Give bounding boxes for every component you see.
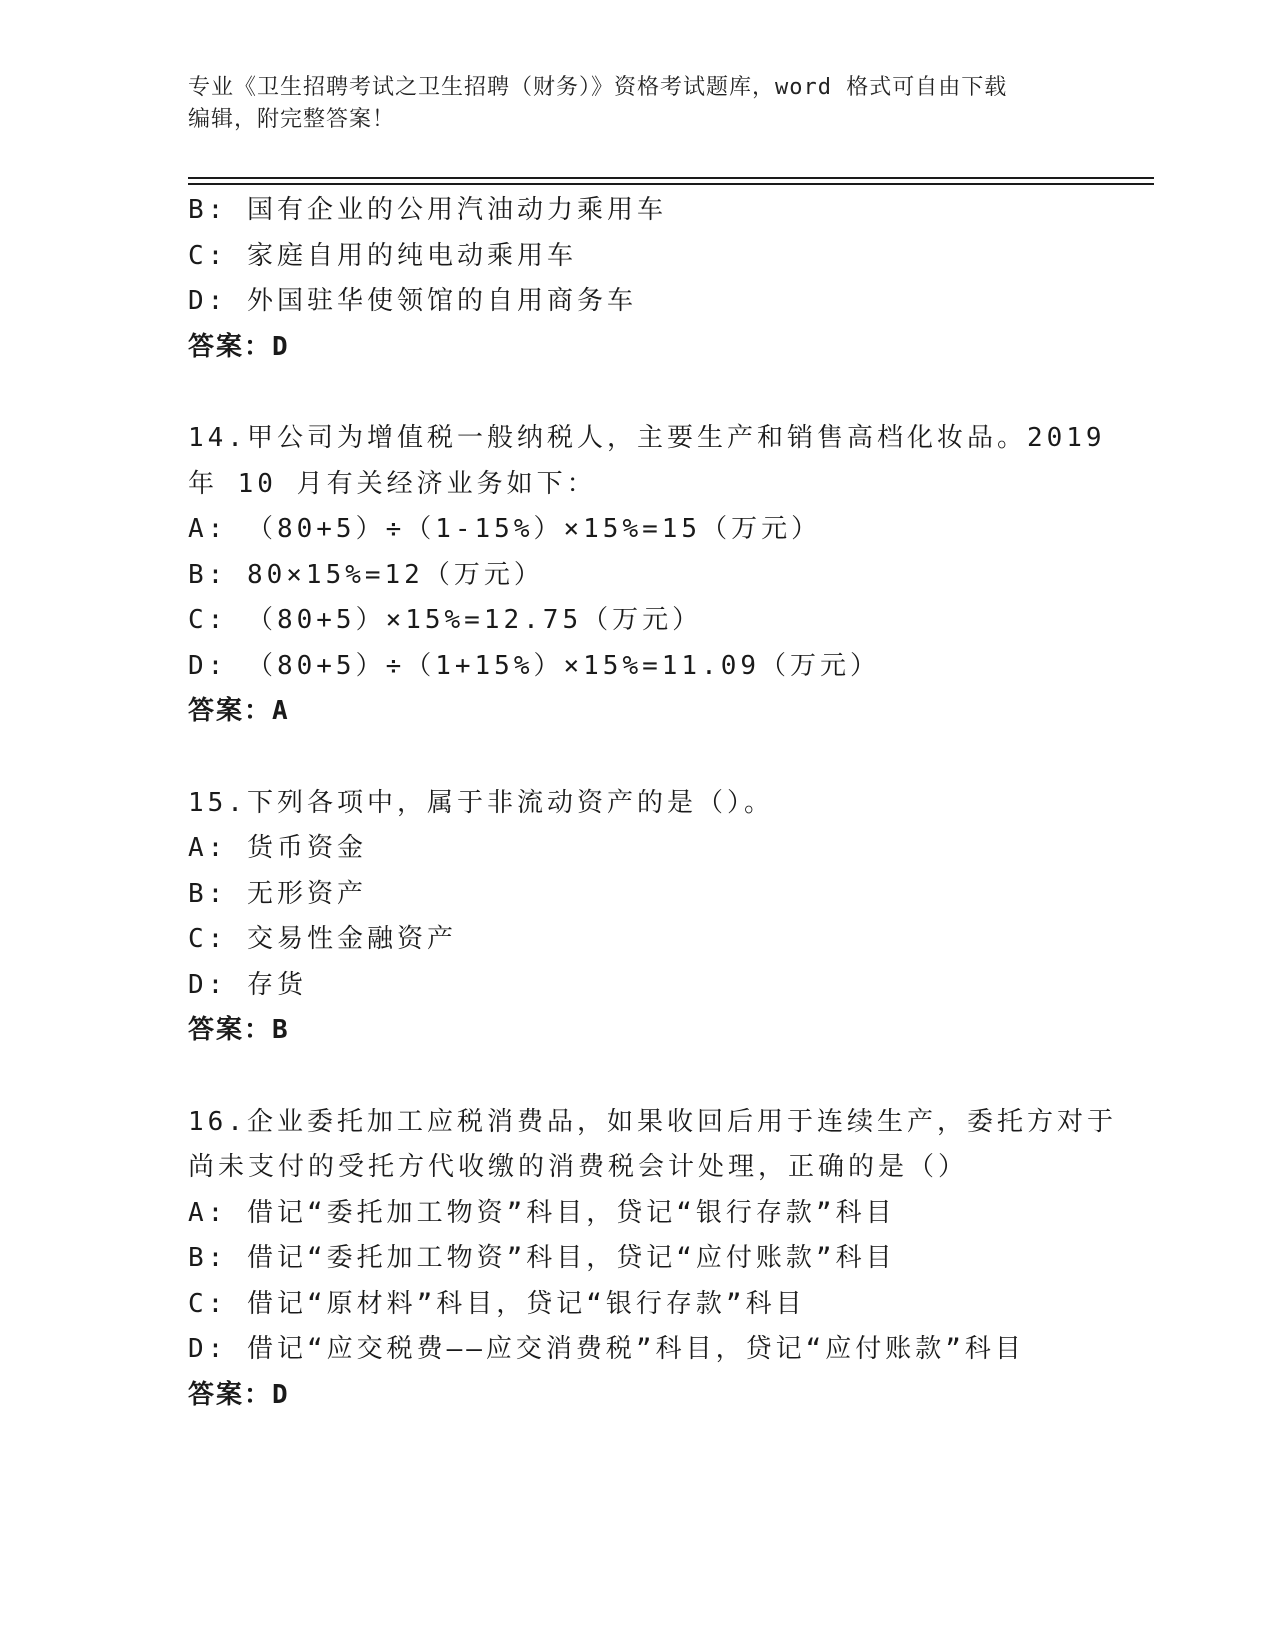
option-c: C: （80+5）×15%=12.75（万元） (188, 605, 703, 635)
header-divider-top (188, 177, 1154, 179)
question-13 (188, 188, 1088, 370)
question-stem-continued: 尚未支付的受托方代收缴的消费税会计处理，正确的是（） (188, 1152, 969, 1182)
answer: 答案：D (188, 331, 290, 362)
option-b: B: 无形资产 (188, 878, 367, 909)
header-line-1: 专业《卫生招聘考试之卫生招聘（财务）》资格考试题库，word 格式可自由下载 (188, 75, 1008, 100)
question-16 (188, 1100, 1117, 1419)
question-stem: 15.下列各项中，属于非流动资产的是（）。 (188, 787, 774, 818)
question-stem-continued: 年 10 月有关经济业务如下： (188, 468, 597, 499)
option-b: B: 国有企业的公用汽油动力乘用车 (188, 195, 667, 225)
question-content (188, 188, 1117, 1418)
option-a: A: （80+5）÷（1-15%）×15%=15（万元） (188, 514, 822, 544)
option-c: C: 交易性金融资产 (188, 924, 457, 954)
question-stem: 14.甲公司为增值税一般纳税人，主要生产和销售高档化妆品。2019 (188, 423, 1106, 453)
spacer (188, 735, 1088, 781)
document-header (188, 72, 1078, 136)
header-line-2: 编辑，附完整答案！ (188, 107, 396, 132)
answer: 答案：B (188, 1015, 290, 1045)
header-divider-bottom (188, 183, 1154, 185)
option-d: D: 存货 (188, 969, 307, 1000)
option-a: A: 货币资金 (188, 833, 367, 863)
question-stem: 16.企业委托加工应税消费品，如果收回后用于连续生产，委托方对于 (188, 1106, 1117, 1137)
option-c: C: 借记“原材料”科目，贷记“银行存款”科目 (188, 1288, 806, 1319)
option-d: D: （80+5）÷（1+15%）×15%=11.09（万元） (188, 650, 881, 681)
spacer (188, 1054, 1088, 1100)
question-14 (188, 416, 1106, 735)
option-b: B: 借记“委托加工物资”科目，贷记“应付账款”科目 (188, 1243, 896, 1273)
answer: 答案：A (188, 696, 290, 726)
spacer (188, 370, 1088, 416)
option-a: A: 借记“委托加工物资”科目，贷记“银行存款”科目 (188, 1197, 896, 1228)
option-d: D: 借记“应交税费——应交消费税”科目，贷记“应付账款”科目 (188, 1334, 1025, 1364)
option-b: B: 80×15%=12（万元） (188, 559, 544, 590)
answer: 答案：D (188, 1379, 290, 1410)
question-15 (188, 781, 1088, 1054)
option-c: C: 家庭自用的纯电动乘用车 (188, 240, 577, 271)
option-d: D: 外国驻华使领馆的自用商务车 (188, 286, 637, 316)
